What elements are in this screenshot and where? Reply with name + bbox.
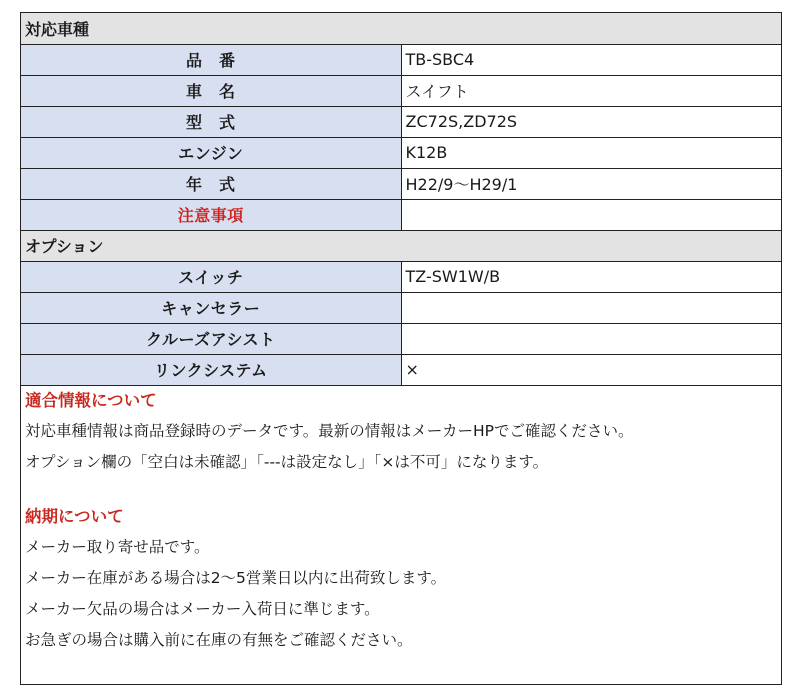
value-model: ZC72S,ZD72S xyxy=(401,106,781,137)
spacer xyxy=(25,478,777,502)
value-canceller xyxy=(401,292,781,323)
delivery-line: メーカー取り寄せ品です。 xyxy=(25,537,210,556)
option-row-cruise-assist xyxy=(21,323,781,354)
compatibility-sheet xyxy=(20,12,782,685)
section-title-options: オプション xyxy=(21,230,781,261)
label-cruise-assist: クルーズアシスト xyxy=(21,323,401,354)
spec-row-car-name xyxy=(21,75,781,106)
section-title-vehicle: 対応車種 xyxy=(21,13,781,44)
label-notes: 注意事項 xyxy=(21,199,401,230)
fit-info-line: オプション欄の「空白は未確認」「---は設定なし」「×は不可」になります。 xyxy=(25,452,549,471)
fit-info-heading: 適合情報について xyxy=(25,390,157,410)
delivery-line: お急ぎの場合は購入前に在庫の有無をご確認ください。 xyxy=(25,630,413,649)
spec-row-year xyxy=(21,168,781,199)
value-switch: TZ-SW1W/B xyxy=(401,261,781,292)
label-switch: スイッチ xyxy=(21,261,401,292)
value-notes xyxy=(401,199,781,230)
label-canceller: キャンセラー xyxy=(21,292,401,323)
section-row-options xyxy=(21,230,781,261)
label-part-number: 品 番 xyxy=(21,44,401,75)
option-row-link-system xyxy=(21,354,781,385)
notes-section xyxy=(21,386,781,656)
value-car-name: スイフト xyxy=(401,75,781,106)
spec-row-model xyxy=(21,106,781,137)
spec-table xyxy=(21,13,781,386)
value-engine: K12B xyxy=(401,137,781,168)
delivery-line: メーカー欠品の場合はメーカー入荷日に準じます。 xyxy=(25,599,380,618)
option-row-switch xyxy=(21,261,781,292)
value-cruise-assist xyxy=(401,323,781,354)
label-engine: エンジン xyxy=(21,137,401,168)
option-row-canceller xyxy=(21,292,781,323)
spec-row-notes xyxy=(21,199,781,230)
spec-row-engine xyxy=(21,137,781,168)
label-year: 年 式 xyxy=(21,168,401,199)
delivery-heading: 納期について xyxy=(25,506,124,526)
label-car-name: 車 名 xyxy=(21,75,401,106)
label-model: 型 式 xyxy=(21,106,401,137)
value-year: H22/9〜H29/1 xyxy=(401,168,781,199)
spec-row-part-number xyxy=(21,44,781,75)
value-part-number: TB-SBC4 xyxy=(401,44,781,75)
delivery-line: メーカー在庫がある場合は2〜5営業日以内に出荷致します。 xyxy=(25,568,447,587)
value-link-system: × xyxy=(401,354,781,385)
fit-info-line: 対応車種情報は商品登録時のデータです。最新の情報はメーカーHPでご確認ください。 xyxy=(25,421,634,440)
label-link-system: リンクシステム xyxy=(21,354,401,385)
section-row-vehicle xyxy=(21,13,781,44)
